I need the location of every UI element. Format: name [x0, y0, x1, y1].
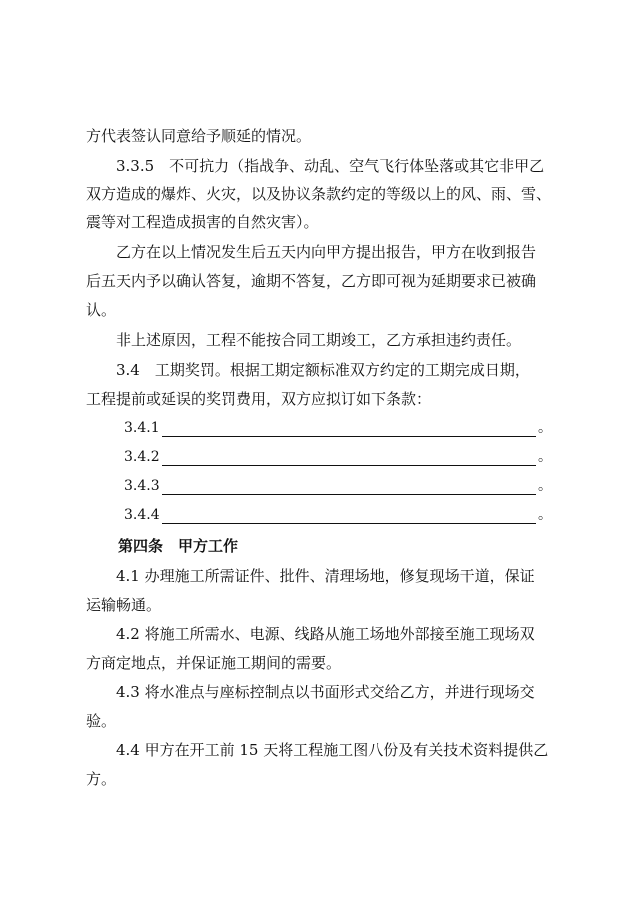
paragraph-line: 震等对工程造成损害的自然灾害）。 — [86, 213, 319, 231]
item-line: 4.3 将水准点与座标控制点以书面形式交给乙方，并进行现场交 — [116, 683, 535, 701]
blank-end-mark: 。 — [538, 478, 552, 494]
item-line: 方。 — [86, 770, 117, 788]
blank-number: 3.4.1 — [124, 420, 160, 436]
fill-in-blank-row — [116, 505, 556, 529]
item-line: 4.2 将施工所需水、电源、线路从施工场地外部接至施工现场双 — [116, 625, 535, 643]
blank-end-mark: 。 — [538, 449, 552, 465]
item-line: 运输畅通。 — [86, 596, 162, 614]
blank-number: 3.4.4 — [124, 507, 160, 523]
fill-in-blank-row — [116, 476, 556, 500]
blank-number: 3.4.2 — [124, 449, 160, 465]
fill-in-blank-row — [116, 447, 556, 471]
item-line: 4.1 办理施工所需证件、批件、清理场地，修复现场干道，保证 — [116, 567, 535, 585]
blank-underline[interactable] — [162, 494, 536, 495]
fill-in-blank-row — [116, 418, 556, 442]
paragraph-line: 工程提前或延误的奖罚费用，双方应拟订如下条款： — [86, 390, 432, 408]
blank-underline[interactable] — [162, 436, 536, 437]
blank-end-mark: 。 — [538, 507, 552, 523]
blank-number: 3.4.3 — [124, 478, 160, 494]
item-line: 4.4 甲方在开工前 15 天将工程施工图八份及有关技术资料提供乙 — [116, 741, 549, 759]
paragraph-line: 后五天内予以确认答复，逾期不答复，乙方即可视为延期要求已被确 — [86, 272, 537, 290]
item-line: 验。 — [86, 712, 117, 730]
blank-end-mark: 。 — [538, 420, 552, 436]
paragraph-line: 3.4 工期奖罚。根据工期定额标准双方约定的工期完成日期， — [116, 361, 530, 379]
blank-underline[interactable] — [162, 523, 536, 524]
paragraph-line: 非上述原因，工程不能按合同工期竣工，乙方承担违约责任。 — [116, 331, 522, 349]
paragraph-line: 双方造成的爆炸、火灾，以及协议条款约定的等级以上的风、雨、雪、 — [86, 185, 552, 203]
blank-underline[interactable] — [162, 465, 536, 466]
paragraph-line: 方代表签认同意给予顺延的情况。 — [86, 127, 312, 145]
section-heading: 第四条 甲方工作 — [118, 537, 239, 555]
paragraph-line: 3.3.5 不可抗力（指战争、动乱、空气飞行体坠落或其它非甲乙 — [116, 157, 545, 175]
item-line: 方商定地点，并保证施工期间的需要。 — [86, 654, 342, 672]
paragraph-line: 认。 — [86, 301, 117, 319]
paragraph-line: 乙方在以上情况发生后五天内向甲方提出报告，甲方在收到报告 — [116, 243, 537, 261]
